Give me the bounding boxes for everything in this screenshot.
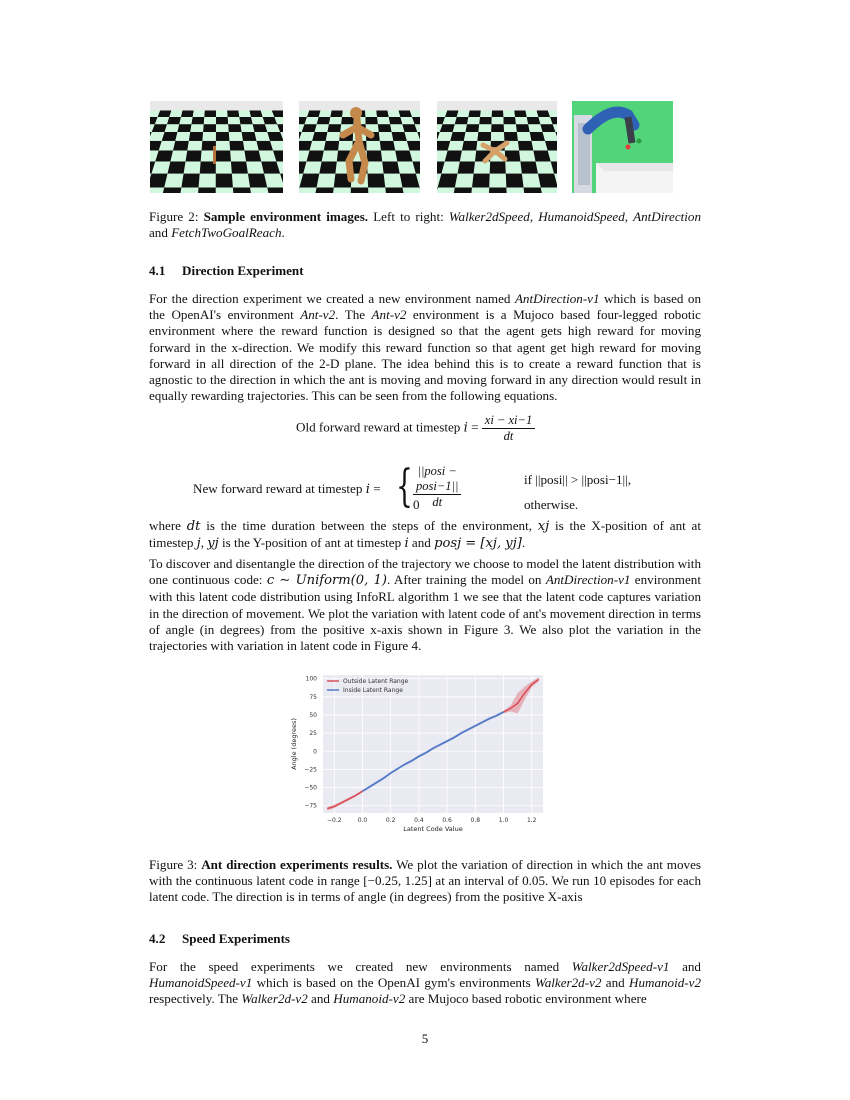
walker2d-speed-image	[150, 101, 283, 193]
text-run: which is based on the OpenAI's environment	[149, 291, 702, 323]
section-heading-4-1	[149, 263, 304, 279]
fraction-denominator: dt	[432, 495, 443, 509]
fetch-two-goal-reach-image	[572, 101, 673, 193]
text-run: and	[408, 535, 435, 551]
y-tick-label: −75	[304, 802, 317, 810]
text-run: environment with this latent code distribution using InfoRL algorithm 1 we see that the latent code captures variation in the direction of movement. We plot the variation with latent code of ant's movement direction in terms of angle (in degrees) from the positive x-axis shown in Figure 3. We also plot the variation in the trajectories with variation in latent code in Figure 4.	[149, 572, 701, 654]
y-tick-label: −25	[304, 766, 317, 774]
text-run: and	[601, 975, 629, 991]
env-name: Walker2d-v2	[535, 975, 602, 991]
x-tick-label: 0.4	[414, 817, 424, 824]
math-symbol: posj = [xj, yj]	[434, 536, 522, 552]
text-run: environment is a Mujoco based four-legged robotic environment where the reward function is designed so that the agent gets high reward for moving forward in the x-direction. We modify this reward function so that agent get high reward for moving forward in all direction of the 2-D plane. The idea behind this is to create a reward function that is agnostic to the direction in which the ant is moving and moving forward in any direction would result in equally rewarding trajectories. This can be seen from the following equations.	[149, 307, 701, 404]
caption-sep: ,	[624, 209, 634, 224]
ant-direction-chart	[283, 665, 553, 840]
ant-figure	[437, 101, 557, 193]
caption-item: Walker2dSpeed	[448, 209, 530, 224]
caption-sep: ,	[529, 209, 539, 224]
equation-label: Old forward reward at timestep	[296, 419, 461, 435]
x-axis-label: Latent Code Value	[403, 825, 463, 833]
paragraph-speed-intro	[149, 959, 701, 1008]
math-symbol: j	[196, 536, 201, 552]
case-2-value: 0	[413, 497, 420, 512]
text-run: is the X-position of ant at timestep	[149, 518, 701, 551]
equation-case-1	[413, 464, 461, 510]
section-title: Speed Experiments	[182, 931, 291, 946]
caption-item: AntDirection	[633, 209, 702, 224]
text-run: . After training the model on	[386, 572, 546, 588]
env-name: Walker2dSpeed-v1	[571, 959, 670, 974]
section-number: 4.1	[149, 263, 166, 278]
section-title: Direction Experiment	[182, 263, 304, 278]
paragraph-definitions	[149, 518, 701, 552]
text-run: where	[149, 518, 187, 533]
text-run: To discover and disentangle the direction of the trajectory we choose to model the latent distribution with one continuous code:	[149, 556, 701, 588]
figure2-caption	[149, 209, 701, 241]
caption-bold: Sample environment images.	[203, 209, 369, 224]
y-tick-label: 0	[313, 748, 317, 756]
humanoid-figure	[299, 101, 420, 193]
text-run: .	[521, 535, 526, 551]
text-run: ,	[200, 535, 208, 551]
math-symbol: dt	[186, 519, 201, 534]
equation-fraction	[482, 413, 535, 444]
fetch-robot-figure	[572, 101, 673, 193]
env-name: HumanoidSpeed-v1	[149, 975, 253, 991]
env-name: Humanoid-v2	[629, 975, 702, 991]
text-run: is the Y-position of ant at timestep	[218, 535, 405, 551]
x-tick-label: 1.0	[498, 817, 509, 824]
section-number: 4.2	[149, 931, 166, 946]
x-tick-label: 0.0	[357, 817, 368, 824]
caption-prefix: Figure 2:	[149, 209, 204, 224]
y-tick-label: 75	[309, 693, 317, 701]
x-tick-label: 0.8	[470, 817, 481, 824]
fraction-numerator: ||posi − posi−1||	[413, 464, 461, 495]
text-run: which is based on the OpenAI gym's environments	[252, 975, 536, 991]
y-axis-label: Angle (degrees)	[290, 718, 298, 770]
text-run: and	[307, 991, 334, 1007]
env-name: Ant-v2	[371, 307, 407, 323]
text-run: is the time duration between the steps of the environment,	[200, 518, 538, 533]
y-tick-labels	[304, 676, 317, 810]
y-tick-label: 100	[305, 675, 317, 683]
figure3-caption	[149, 857, 701, 906]
env-name: Ant-v2	[300, 307, 336, 323]
ant-direction-image	[437, 101, 557, 193]
y-tick-label: 25	[309, 730, 317, 738]
math-symbol: xj	[537, 519, 550, 534]
equation-label: New forward reward at timestep	[193, 481, 363, 496]
walker-figure	[213, 146, 216, 164]
text-run: . The	[335, 307, 372, 323]
caption-item: FetchTwoGoalReach	[171, 225, 282, 241]
text-run: For the speed experiments we created new environments named	[149, 959, 572, 974]
equation-old-reward: Old forward reward at timestep i = $\frac{xi - xi-1}{dt}$	[296, 413, 535, 444]
env-name: AntDirection-v1	[545, 572, 631, 588]
paragraph-direction-intro	[149, 291, 701, 404]
y-tick-label: 50	[309, 711, 317, 719]
humanoid-speed-image	[299, 101, 420, 193]
text-run: For the direction experiment we created a new environment named	[149, 291, 515, 306]
x-tick-label: −0.2	[326, 817, 342, 824]
caption-text: Left to right:	[368, 209, 449, 224]
math-symbol: yj	[207, 536, 219, 552]
env-name: AntDirection-v1	[514, 291, 600, 306]
caption-item: HumanoidSpeed	[538, 209, 625, 224]
section-heading-4-2	[149, 931, 290, 947]
env-name: Humanoid-v2	[333, 991, 406, 1007]
equation-brace: {	[396, 461, 413, 512]
page-number: 5	[421, 1031, 429, 1046]
equation-variable: i	[365, 482, 370, 497]
y-tick-label: −50	[304, 784, 317, 792]
x-tick-label: 0.6	[442, 817, 452, 824]
math-symbol: i	[404, 536, 409, 552]
legend-label: Inside Latent Range	[343, 687, 403, 694]
caption-text: We plot the variation of direction in which the ant moves with the continuous latent code in range [−0.25, 1.25] at an interval of 0.05. We run 10 episodes for each latent code. The direction is in terms of angle (in degrees) from the positive X-axis	[149, 857, 701, 905]
text-run: and	[669, 959, 701, 974]
text-run: are Mujoco based robotic environment where	[405, 991, 647, 1007]
case-2-condition: otherwise.	[524, 497, 579, 512]
caption-bold: Ant direction experiments results.	[201, 857, 393, 872]
legend-label: Outside Latent Range	[343, 678, 409, 685]
case-1-condition: if ||posi|| > ||posi−1||,	[524, 472, 632, 487]
fraction-denominator: dt	[503, 429, 514, 443]
x-tick-label: 1.2	[526, 817, 537, 824]
env-name: Walker2d-v2	[241, 991, 308, 1007]
plot-area	[323, 675, 543, 813]
caption-prefix: Figure 3:	[149, 857, 202, 872]
caption-sep: and	[149, 225, 172, 241]
paragraph-latent-distribution	[149, 556, 701, 654]
x-tick-label: 0.2	[385, 817, 396, 824]
text-run: respectively. The	[149, 991, 242, 1007]
fraction-numerator: xi − xi−1	[482, 413, 535, 429]
x-tick-labels	[327, 817, 537, 824]
caption-end: .	[281, 225, 285, 241]
math-symbol: c ∼ Uniform(0, 1)	[266, 573, 387, 589]
equation-variable: i	[463, 420, 468, 436]
